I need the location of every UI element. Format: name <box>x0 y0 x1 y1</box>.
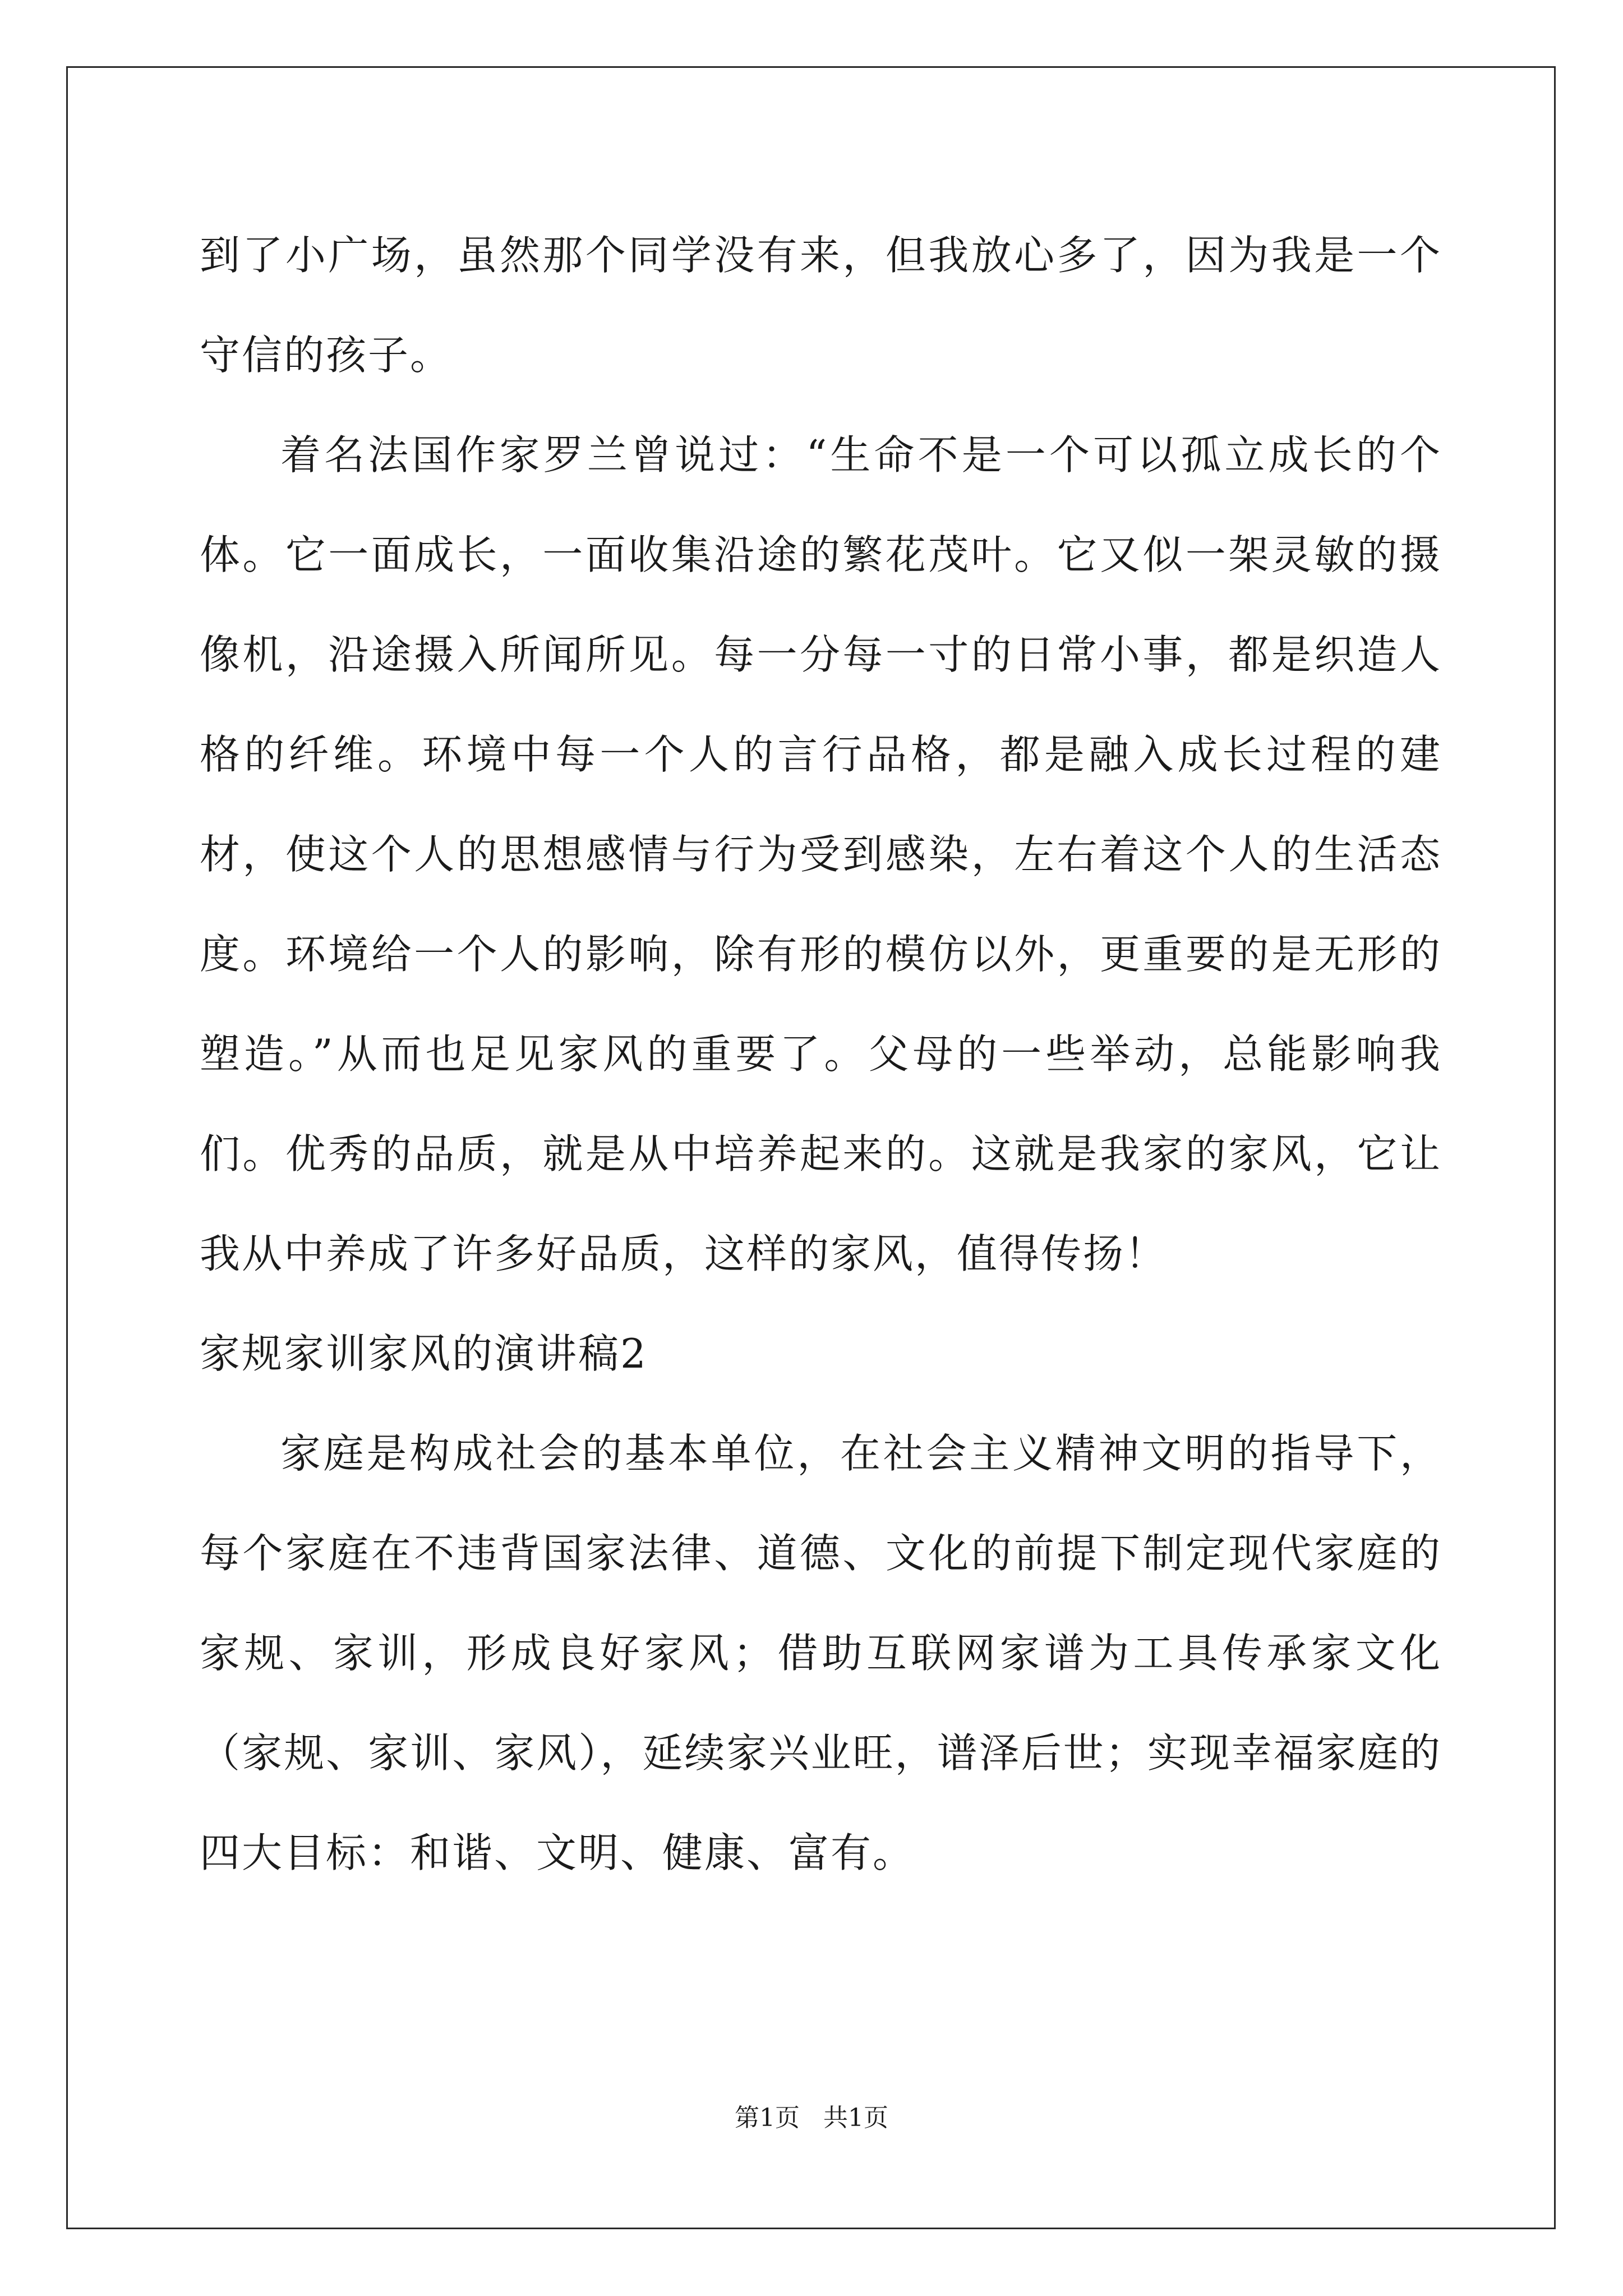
section-heading: 家规家训家风的演讲稿2 <box>200 1330 648 1377</box>
document-body <box>200 205 1442 1903</box>
paragraph-continuation: 到了小广场，虽然那个同学没有来，但我放心多了，因为我是一个守信的孩子。 <box>200 232 1442 379</box>
page-footer: 第1页 共1页 <box>735 2104 888 2132</box>
paragraph-family-rules: 家庭是构成社会的基本单位，在社会主义精神文明的指导下，每个家庭在不违背国家法律、道德、文化的前提下制定现代家庭的家规、家训，形成良好家风；借助互联网家谱为工具传承家文化（家规、家训、家风），延续家兴业旺，谱泽后世；实现幸福家庭的四大目标：和谐、文明、健康、富有。 <box>200 1430 1442 1876</box>
paragraph-romain-rolland-quote: 着名法国作家罗兰曾说过：“生命不是一个可以孤立成长的个体。它一面成长，一面收集沿途的繁花茂叶。它又似一架灵敏的摄像机，沿途摄入所闻所见。每一分每一寸的日常小事，都是织造人格的纤维。环境中每一个人的言行品格，都是融入成长过程的建材，使这个人的思想感情与行为受到感染，左右着这个人的生活态度。环境给一个人的影响，除有形的模仿以外，更重要的是无形的塑造。”从而也足见家风的重要了。父母的一些举动，总能影响我们。优秀的品质，就是从中培养起来的。这就是我家的家风，它让我从中养成了许多好品质，这样的家风，值得传扬！ <box>200 431 1442 1277</box>
